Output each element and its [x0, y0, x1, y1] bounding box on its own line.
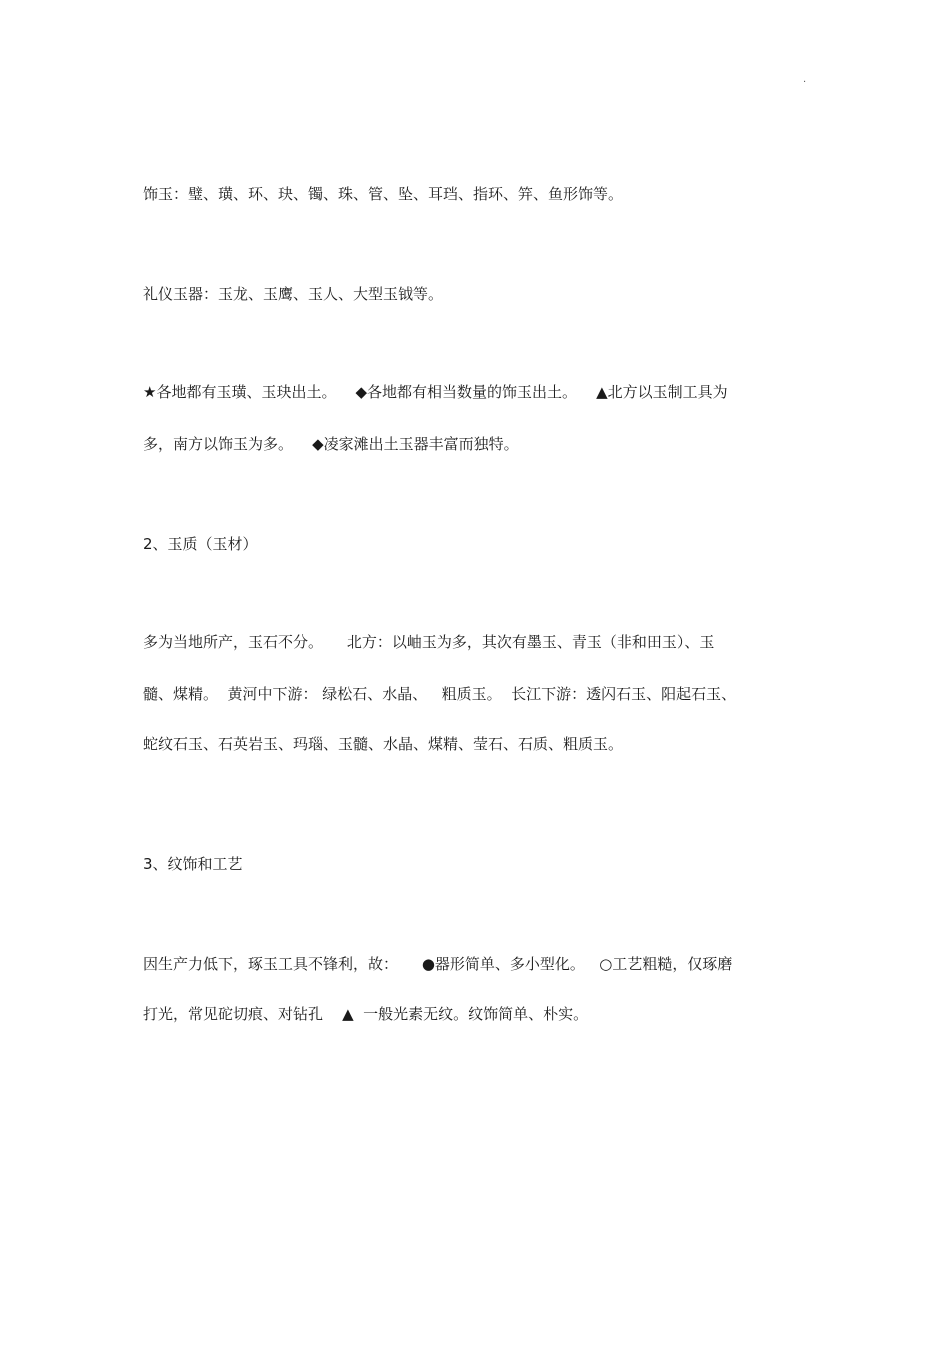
- material-line-2: 髓、煤精。 黄河中下游： 绿松石、水晶、 粗质玉。 长江下游：透闪石玉、阳起石玉、: [143, 685, 737, 703]
- craft-line-1: 因生产力低下，琢玉工具不锋利，故： ●器形简单、多小型化。 ○工艺粗糙，仅琢磨: [143, 955, 733, 973]
- page-marker: .: [803, 74, 807, 85]
- craft-line-2: 打光，常见砣切痕、对钻孔 ▲ 一般光素无纹。纹饰简单、朴实。: [143, 1005, 589, 1023]
- heading-material: 2、玉质（玉材）: [143, 535, 258, 553]
- material-line-1: 多为当地所产，玉石不分。 北方：以岫玉为多，其次有墨玉、青玉（非和田玉）、玉: [143, 633, 715, 651]
- notes-line-2: 多，南方以饰玉为多。 ◆凌家滩出土玉器丰富而独特。: [143, 435, 519, 453]
- notes-line-1: ★各地都有玉璜、玉玦出土。 ◆各地都有相当数量的饰玉出土。 ▲北方以玉制工具为: [143, 383, 728, 401]
- heading-craft: 3、纹饰和工艺: [143, 855, 243, 873]
- ritual-jade-paragraph: 礼仪玉器：玉龙、玉鹰、玉人、大型玉钺等。: [143, 285, 444, 303]
- material-line-3: 蛇纹石玉、石英岩玉、玛瑙、玉髓、水晶、煤精、莹石、石质、粗质玉。: [143, 735, 624, 753]
- ornament-jade-paragraph: 饰玉：璧、璜、环、玦、镯、珠、管、坠、耳珰、指环、笄、鱼形饰等。: [143, 185, 624, 203]
